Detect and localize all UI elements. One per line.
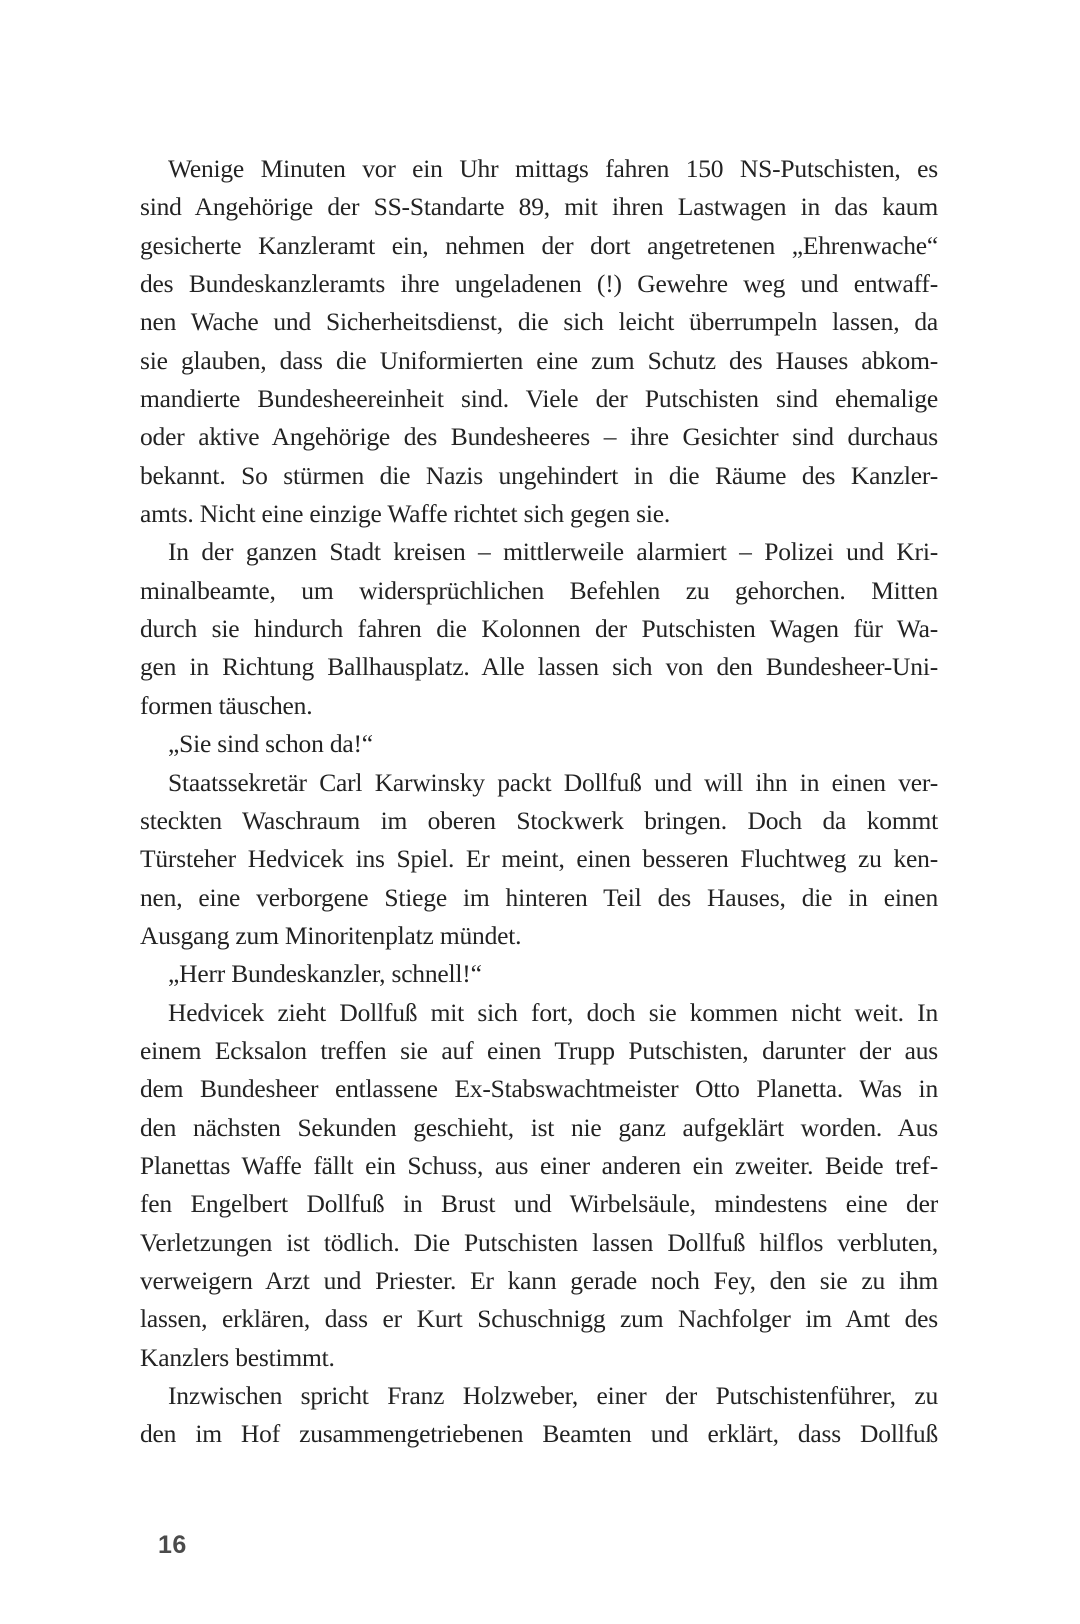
text-line: Kanzlers bestimmt. <box>140 1342 335 1372</box>
text-line: verweigern Arzt und Priester. Er kann gerade noch Fey, den sie zu ihm <box>140 1265 938 1295</box>
text-line: Wenige Minuten vor ein Uhr mittags fahren 150 NS-Putschisten, es <box>168 154 938 183</box>
text-line: steckten Waschraum im oberen Stockwerk bringen. Doch da kommt <box>140 805 938 835</box>
body-text <box>140 150 938 1454</box>
text-line: Planettas Waffe fällt ein Schuss, aus einer anderen ein zweiter. Beide tref- <box>140 1150 938 1180</box>
text-line: sie glauben, dass die Uniformierten eine zum Schutz des Hauses abkom- <box>140 345 938 375</box>
text-line: lassen, erklären, dass er Kurt Schuschnigg zum Nachfolger im Amt des <box>140 1304 938 1334</box>
text-line: gesicherte Kanzleramt ein, nehmen der dort angetretenen „Ehrenwache“ <box>140 230 938 260</box>
text-line: durch sie hindurch fahren die Kolonnen der Putschisten Wagen für Wa- <box>140 614 938 644</box>
text-line: fen Engelbert Dollfuß in Brust und Wirbelsäule, mindestens eine der <box>140 1189 938 1219</box>
text-line: bekannt. So stürmen die Nazis ungehindert in die Räume des Kanzler- <box>140 460 938 490</box>
text-line: Inzwischen spricht Franz Holzweber, einer der Putschistenführer, zu <box>168 1381 938 1410</box>
text-line: In der ganzen Stadt kreisen – mittlerweile alarmiert – Polizei und Kri- <box>168 537 938 567</box>
text-line: Ausgang zum Minoritenplatz mündet. <box>140 920 522 950</box>
text-line: minalbeamte, um widersprüchlichen Befehlen zu gehorchen. Mitten <box>140 575 938 605</box>
text-line: den nächsten Sekunden geschieht, ist nie ganz aufgeklärt worden. Aus <box>140 1112 938 1142</box>
text-line: einem Ecksalon treffen sie auf einen Trupp Putschisten, darunter der aus <box>140 1035 938 1065</box>
text-line: nen, eine verborgene Stiege im hinteren Teil des Hauses, die in einen <box>140 882 938 912</box>
text-line: des Bundeskanzleramts ihre ungeladenen (!) Gewehre weg und entwaff- <box>140 269 938 299</box>
text-line: sind Angehörige der SS-Standarte 89, mit ihren Lastwagen in das kaum <box>140 192 938 222</box>
page-number: 16 <box>158 1531 187 1559</box>
text-line: amts. Nicht eine einzige Waffe richtet sich gegen sie. <box>140 499 671 529</box>
text-line: nen Wache und Sicherheitsdienst, die sich leicht überrumpeln lassen, da <box>140 307 938 337</box>
text-line: den im Hof zusammengetriebenen Beamten und erklärt, dass Dollfuß <box>140 1419 938 1449</box>
text-line: „Sie sind schon da!“ <box>168 729 373 759</box>
text-line: Hedvicek zieht Dollfuß mit sich fort, doch sie kommen nicht weit. In <box>168 997 938 1027</box>
text-line: Türsteher Hedvicek ins Spiel. Er meint, einen besseren Fluchtweg zu ken- <box>140 844 938 874</box>
text-line: oder aktive Angehörige des Bundesheeres – ihre Gesichter sind durchaus <box>140 422 938 452</box>
text-line: dem Bundesheer entlassene Ex-Stabswachtmeister Otto Planetta. Was in <box>140 1074 938 1104</box>
text-line: „Herr Bundeskanzler, schnell!“ <box>168 959 482 989</box>
text-line: formen täuschen. <box>140 690 313 720</box>
text-line: Verletzungen ist tödlich. Die Putschisten lassen Dollfuß hilflos verbluten, <box>140 1227 938 1257</box>
text-line: mandierte Bundesheereinheit sind. Viele der Putschisten sind ehemalige <box>140 384 938 414</box>
text-line: Staatssekretär Carl Karwinsky packt Dollfuß und will ihn in einen ver- <box>168 767 938 797</box>
text-line: gen in Richtung Ballhausplatz. Alle lassen sich von den Bundesheer-Uni- <box>140 652 938 682</box>
